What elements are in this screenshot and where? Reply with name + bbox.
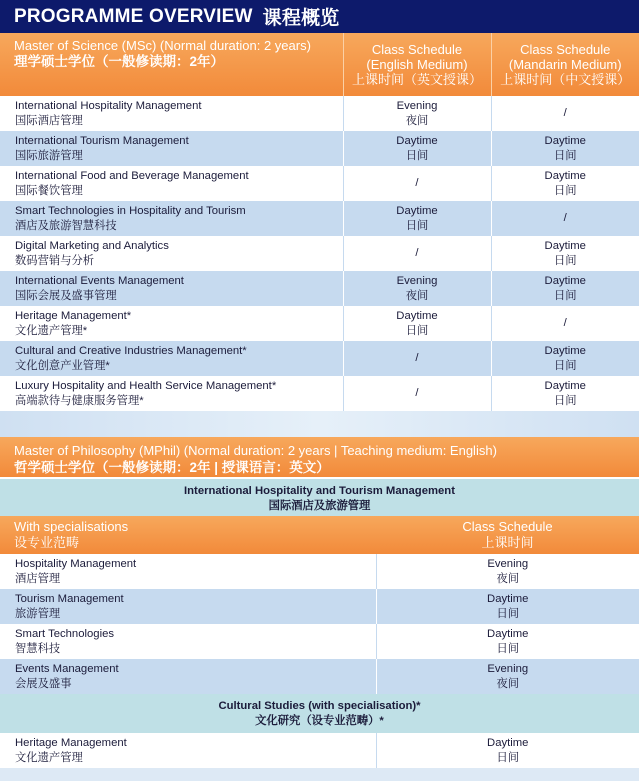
msc-table xyxy=(0,33,639,411)
english-schedule-en: / xyxy=(415,247,419,259)
specialisation-name xyxy=(0,659,376,694)
spec-header-left xyxy=(0,516,376,554)
programme-name-en: Luxury Hospitality and Health Service Management* xyxy=(15,379,277,392)
mandarin-schedule-en: Daytime xyxy=(544,379,586,392)
english-schedule xyxy=(343,131,491,166)
english-schedule xyxy=(343,201,491,236)
programme-name-cn: 文化遗产管理* xyxy=(15,324,88,337)
table-row xyxy=(0,659,639,694)
specialisation-name-cn: 会展及盛事 xyxy=(15,677,72,690)
programme-name-cn: 高端款待与健康服务管理* xyxy=(15,394,144,407)
mandarin-schedule-en: / xyxy=(563,107,567,119)
programme-name-en: Digital Marketing and Analytics xyxy=(15,239,169,252)
english-schedule-cn: 日间 xyxy=(405,219,429,232)
cultural-studies-band xyxy=(0,694,639,733)
mandarin-schedule-en: / xyxy=(563,212,567,224)
mphil-header-cn: 哲学硕士学位（一般修读期：2年 | 授课语言：英文） xyxy=(14,460,330,475)
msc-header-row xyxy=(0,33,639,96)
programme-name-en: International Events Management xyxy=(15,274,184,287)
specialisation-name-en: Tourism Management xyxy=(15,592,124,605)
class-schedule-en: Daytime xyxy=(487,592,529,605)
english-schedule-en: Daytime xyxy=(396,204,438,217)
mandarin-schedule-en: Daytime xyxy=(544,134,586,147)
specialisation-name xyxy=(0,589,376,624)
msc-header-cn: 理学硕士学位（一般修读期：2年） xyxy=(14,54,225,69)
english-schedule-cn: 日间 xyxy=(405,149,429,162)
specialisation-name-en: Events Management xyxy=(15,662,119,675)
table-row xyxy=(0,166,639,201)
mandarin-schedule xyxy=(491,376,639,411)
programme-name-en: International Food and Beverage Management xyxy=(15,169,249,182)
english-schedule-en: Evening xyxy=(396,274,438,287)
mandarin-schedule xyxy=(491,236,639,271)
class-schedule-en: Daytime xyxy=(487,627,529,640)
specialisation-name-en: Hospitality Management xyxy=(15,557,137,570)
english-schedule xyxy=(343,376,491,411)
table-row xyxy=(0,131,639,166)
class-schedule xyxy=(376,659,639,694)
spec-header-right xyxy=(376,516,639,554)
sched-en: Class Schedule xyxy=(462,519,553,534)
english-schedule-en: / xyxy=(415,352,419,364)
english-schedule xyxy=(343,236,491,271)
class-schedule-en: Evening xyxy=(487,662,529,675)
mphil-programme-en: International Hospitality and Tourism Management xyxy=(184,485,455,497)
msc-header-title xyxy=(0,33,343,96)
mandarin-schedule xyxy=(491,166,639,201)
page-title xyxy=(0,0,639,33)
programme-name-cn: 酒店及旅游智慧科技 xyxy=(15,219,117,232)
mandarin-schedule xyxy=(491,271,639,306)
mphil-table xyxy=(0,516,639,694)
table-row xyxy=(0,96,639,131)
col-english-line2: (English Medium) xyxy=(366,57,468,72)
sched-cn: 上课时间 xyxy=(481,535,534,550)
english-schedule-cn: 夜间 xyxy=(405,114,429,127)
specialisation-name-en: Smart Technologies xyxy=(15,627,115,640)
english-schedule-en: / xyxy=(415,387,419,399)
mandarin-schedule-en: / xyxy=(563,317,567,329)
specialisation-name-cn: 智慧科技 xyxy=(15,642,61,655)
english-schedule xyxy=(343,341,491,376)
class-schedule-cn: 夜间 xyxy=(496,572,520,585)
english-schedule-en: Evening xyxy=(396,99,438,112)
mandarin-schedule-cn: 日间 xyxy=(553,254,577,267)
spec-en: With specialisations xyxy=(14,519,129,534)
col-mandarin-line1: Class Schedule xyxy=(520,42,611,57)
page-title-en: PROGRAMME OVERVIEW xyxy=(14,5,253,27)
programme-name xyxy=(0,271,343,306)
mandarin-schedule-en: Daytime xyxy=(544,274,586,287)
mphil-header-en: Master of Philosophy (MPhil) (Normal duration: 2 years | Teaching medium: English) xyxy=(14,443,497,458)
specialisation-name-en: Heritage Management xyxy=(15,736,127,749)
table-row xyxy=(0,376,639,411)
mandarin-schedule-cn: 日间 xyxy=(553,359,577,372)
mandarin-schedule-cn: 日间 xyxy=(553,149,577,162)
mphil-programme-cn: 国际酒店及旅游管理 xyxy=(268,500,371,512)
mandarin-schedule xyxy=(491,201,639,236)
class-schedule xyxy=(376,589,639,624)
col-mandarin-cn: 上课时间（中文授课） xyxy=(500,72,631,87)
programme-name-cn: 国际餐饮管理 xyxy=(15,184,83,197)
class-schedule-cn: 日间 xyxy=(496,642,520,655)
english-schedule-cn: 日间 xyxy=(405,324,429,337)
mandarin-schedule-en: Daytime xyxy=(544,344,586,357)
mandarin-schedule-en: Daytime xyxy=(544,169,586,182)
class-schedule xyxy=(376,733,639,768)
specialisation-name-cn: 旅游管理 xyxy=(15,607,61,620)
programme-name-cn: 国际会展及盛事管理 xyxy=(15,289,117,302)
mphil-programme-band xyxy=(0,477,639,516)
class-schedule-cn: 日间 xyxy=(496,751,520,764)
programme-name xyxy=(0,236,343,271)
english-schedule xyxy=(343,271,491,306)
specialisation-name xyxy=(0,733,376,768)
spec-cn: 设专业范畴 xyxy=(14,535,80,550)
mandarin-schedule xyxy=(491,96,639,131)
programme-name-cn: 国际酒店管理 xyxy=(15,114,83,127)
table-row xyxy=(0,271,639,306)
programme-name xyxy=(0,166,343,201)
mandarin-schedule xyxy=(491,306,639,341)
class-schedule-cn: 日间 xyxy=(496,607,520,620)
programme-name xyxy=(0,96,343,131)
mandarin-schedule xyxy=(491,341,639,376)
programme-name-en: International Tourism Management xyxy=(15,134,189,147)
col-mandarin-line2: (Mandarin Medium) xyxy=(508,57,622,72)
cultural-en: Cultural Studies (with specialisation)* xyxy=(218,700,421,712)
class-schedule-en: Daytime xyxy=(487,736,529,749)
mphil-header xyxy=(0,437,639,477)
class-schedule xyxy=(376,624,639,659)
mandarin-schedule xyxy=(491,131,639,166)
spec-header-row xyxy=(0,516,639,554)
programme-name xyxy=(0,131,343,166)
col-english-line1: Class Schedule xyxy=(371,42,463,57)
table-row xyxy=(0,236,639,271)
table-row xyxy=(0,201,639,236)
table-row xyxy=(0,589,639,624)
cultural-cn: 文化研究（设专业范畴）* xyxy=(255,715,384,727)
class-schedule xyxy=(376,554,639,589)
programme-name-cn: 国际旅游管理 xyxy=(15,149,83,162)
msc-header-en: Master of Science (MSc) (Normal duration: 2 years) xyxy=(14,38,311,53)
programme-name-cn: 数码营销与分析 xyxy=(15,254,95,267)
mandarin-schedule-cn: 日间 xyxy=(553,184,577,197)
specialisation-name-cn: 酒店管理 xyxy=(15,572,61,585)
programme-name-en: Cultural and Creative Industries Management* xyxy=(15,344,247,357)
msc-col-mandarin xyxy=(491,33,639,96)
english-schedule xyxy=(343,306,491,341)
english-schedule-en: Daytime xyxy=(396,134,438,147)
english-schedule-en: Daytime xyxy=(396,309,438,322)
programme-name xyxy=(0,376,343,411)
page-title-cn: 课程概览 xyxy=(262,7,340,29)
mandarin-schedule-en: Daytime xyxy=(544,239,586,252)
specialisation-name-cn: 文化遗产管理 xyxy=(15,751,83,764)
programme-name-en: International Hospitality Management xyxy=(15,99,202,112)
programme-name xyxy=(0,201,343,236)
table-row xyxy=(0,733,639,768)
english-schedule-en: / xyxy=(415,177,419,189)
programme-name xyxy=(0,306,343,341)
mandarin-schedule-cn: 日间 xyxy=(553,289,577,302)
cultural-table xyxy=(0,733,639,768)
english-schedule xyxy=(343,96,491,131)
table-row xyxy=(0,624,639,659)
class-schedule-en: Evening xyxy=(487,557,529,570)
programme-name-cn: 文化创意产业管理* xyxy=(15,359,110,372)
msc-col-english xyxy=(343,33,491,96)
table-row xyxy=(0,341,639,376)
table-row xyxy=(0,554,639,589)
specialisation-name xyxy=(0,554,376,589)
programme-name-en: Heritage Management* xyxy=(15,309,132,322)
programme-name-en: Smart Technologies in Hospitality and Tourism xyxy=(15,204,246,217)
table-row xyxy=(0,306,639,341)
section-gap xyxy=(0,411,639,437)
english-schedule-cn: 夜间 xyxy=(405,289,429,302)
class-schedule-cn: 夜间 xyxy=(496,677,520,690)
mandarin-schedule-cn: 日间 xyxy=(553,394,577,407)
programme-name xyxy=(0,341,343,376)
specialisation-name xyxy=(0,624,376,659)
col-english-cn: 上课时间（英文授课） xyxy=(351,72,482,87)
english-schedule xyxy=(343,166,491,201)
